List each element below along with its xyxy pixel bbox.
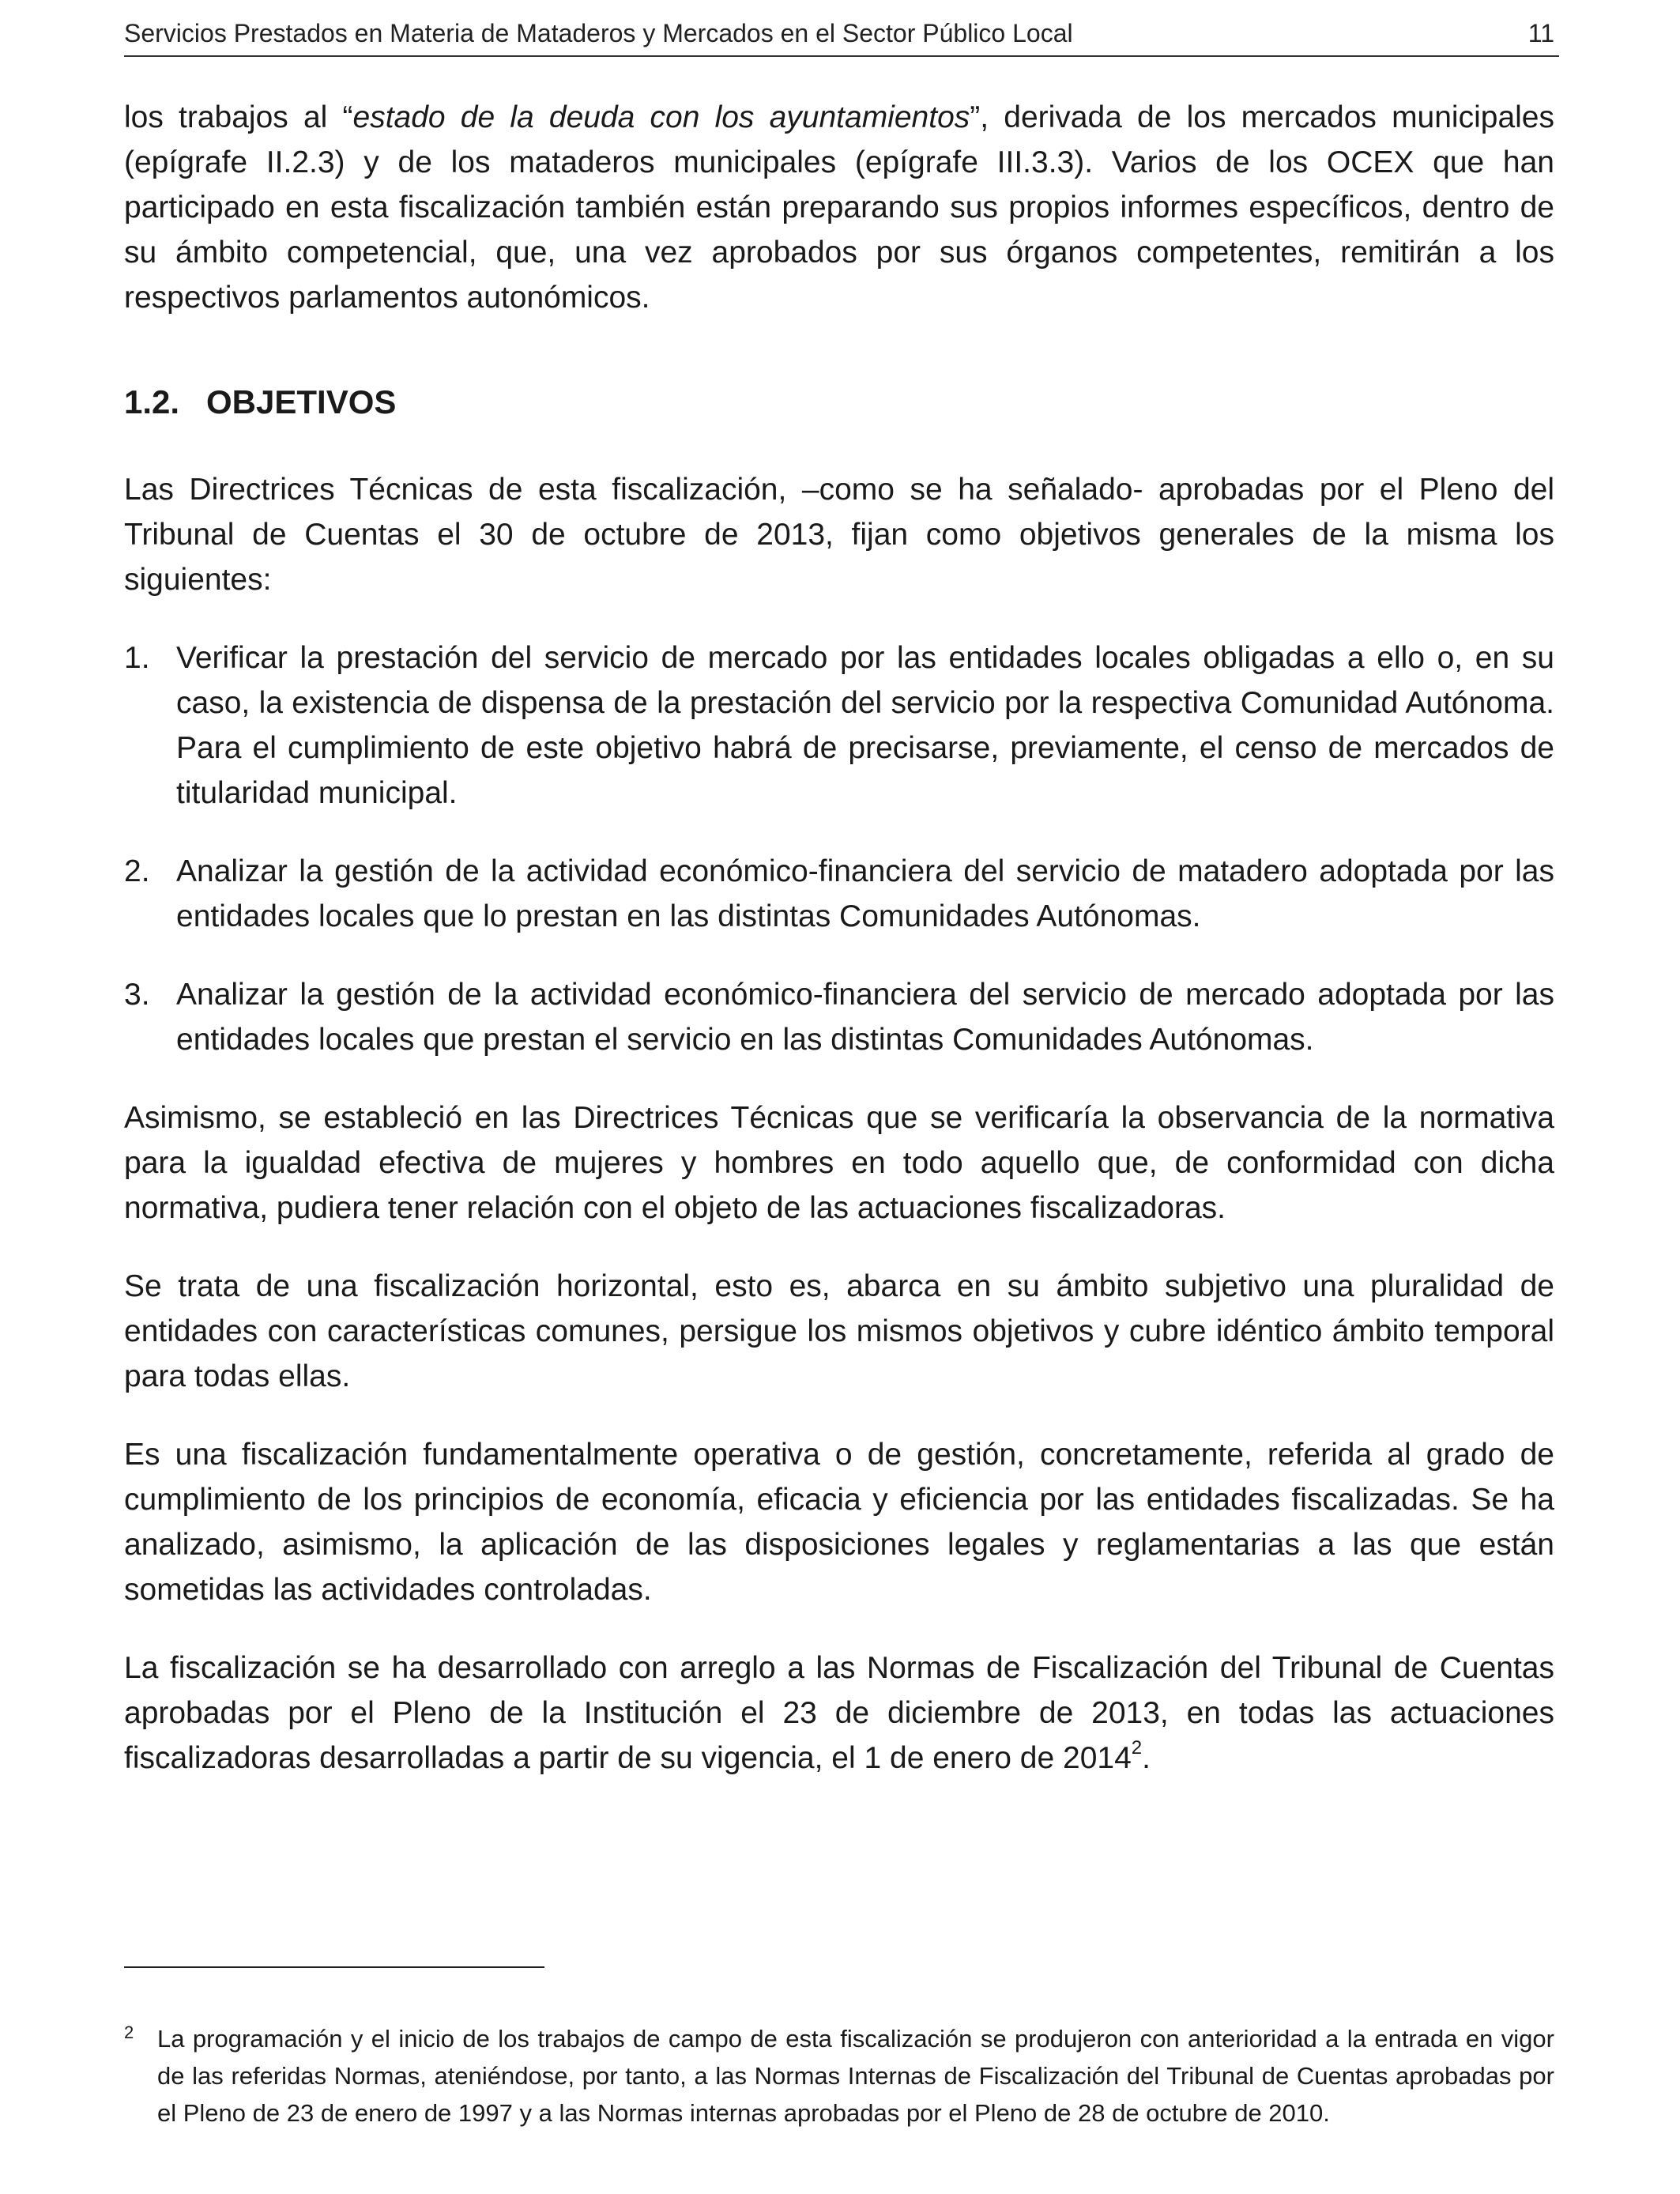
footnote-separator <box>124 1966 544 1968</box>
list-item-number: 3. <box>124 978 150 1012</box>
header-title: Servicios Prestados en Materia de Mataderos y Mercados en el Sector Público Local <box>124 19 1073 47</box>
footnote-text: La programación y el inicio de los trabajos de campo de esta fiscalización se produjeron con anterioridad a la entrada en vigor de las referidas Normas, ateniéndose, por tanto, a las Normas Internas de Fiscalización del Tribunal de Cuentas aprobadas por el Pleno de 23 de enero de 1997 y a las Normas internas aprobadas por el Pleno de 28 de octubre de 2010. <box>157 2025 1554 2127</box>
standards-paragraph <box>124 1646 1554 1781</box>
equality-paragraph: Asimismo, se estableció en las Directrices Técnicas que se verificaría la observancia de la normativa para la igualdad efectiva de mujeres y hombres en todo aquello que, de conformidad con dicha normativa, pudiera tener relación con el objeto de las actuaciones fiscalizadoras. <box>124 1101 1554 1225</box>
intro-text-start: los trabajos al “ <box>124 100 353 134</box>
section-heading <box>124 379 1554 426</box>
objectives-list <box>124 635 1554 1062</box>
page-number: 11 <box>1527 19 1554 47</box>
intro-text-end: ”, derivada de los mercados municipales (epígrafe II.2.3) y de los mataderos municipales (epígrafe III.3.3). Varios de los OCEX que han participado en esta fiscalización también están preparando sus propios informes específicos, dentro de su ámbito competencial, que, una vez aprobados por sus órganos competentes, remitirán a los respectivos parlamentos autonómicos. <box>124 100 1554 315</box>
intro-paragraph <box>124 95 1554 320</box>
intro-italic-quote: estado de la deuda con los ayuntamientos <box>352 100 970 134</box>
list-item-text: Analizar la gestión de la actividad económico-financiera del servicio de matadero adoptada por las entidades locales que lo prestan en las distintas Comunidades Autónomas. <box>176 854 1554 933</box>
section-title: OBJETIVOS <box>206 383 397 420</box>
list-item-text: Verificar la prestación del servicio de mercado por las entidades locales obligadas a ello o, en su caso, la existencia de dispensa de la prestación del servicio por la respectiva Comunidad Autónoma. Para el cumplimiento de este objetivo habrá de precisarse, previamente, el censo de mercados de titularidad municipal. <box>176 641 1554 810</box>
horizontal-audit-paragraph: Se trata de una fiscalización horizontal, esto es, abarca en su ámbito subjetivo una pluralidad de entidades con características comunes, persigue los mismos objetivos y cubre idéntico ámbito temporal para todas ellas. <box>124 1269 1554 1393</box>
standards-text: La fiscalización se ha desarrollado con arreglo a las Normas de Fiscalización del Tribunal de Cuentas aprobadas por el Pleno de la Institución el 23 de diciembre de 2013, en todas las actuaciones fiscalizadoras desarrolladas a partir de su vigencia, el 1 de enero de 2014 <box>124 1651 1554 1775</box>
footnote <box>124 2020 1554 2132</box>
objectives-intro-paragraph: Las Directrices Técnicas de esta fiscalización, –como se ha señalado- aprobadas por el Pleno del Tribunal de Cuentas el 30 de octubre de 2013, fijan como objetivos generales de la misma los siguientes: <box>124 473 1554 597</box>
standards-end: . <box>1142 1741 1151 1775</box>
page-body <box>124 95 1554 1814</box>
list-item-number: 1. <box>124 641 150 675</box>
footnote-mark: 2 <box>124 2022 134 2042</box>
page-header <box>124 14 1559 57</box>
list-item <box>124 635 1554 816</box>
operational-audit-paragraph: Es una fiscalización fundamentalmente operativa o de gestión, concretamente, referida al grado de cumplimiento de los principios de economía, eficacia y eficiencia por las entidades fiscalizadas. Se ha analizado, asimismo, la aplicación de las disposiciones legales y reglamentarias a las que están sometidas las actividades controladas. <box>124 1438 1554 1607</box>
list-item <box>124 972 1554 1062</box>
list-item-number: 2. <box>124 854 150 888</box>
list-item-text: Analizar la gestión de la actividad económico-financiera del servicio de mercado adoptada por las entidades locales que prestan el servicio en las distintas Comunidades Autónomas. <box>176 978 1554 1057</box>
list-item <box>124 849 1554 939</box>
section-number: 1.2. <box>124 383 180 420</box>
footnote-reference[interactable]: 2 <box>1131 1737 1143 1759</box>
